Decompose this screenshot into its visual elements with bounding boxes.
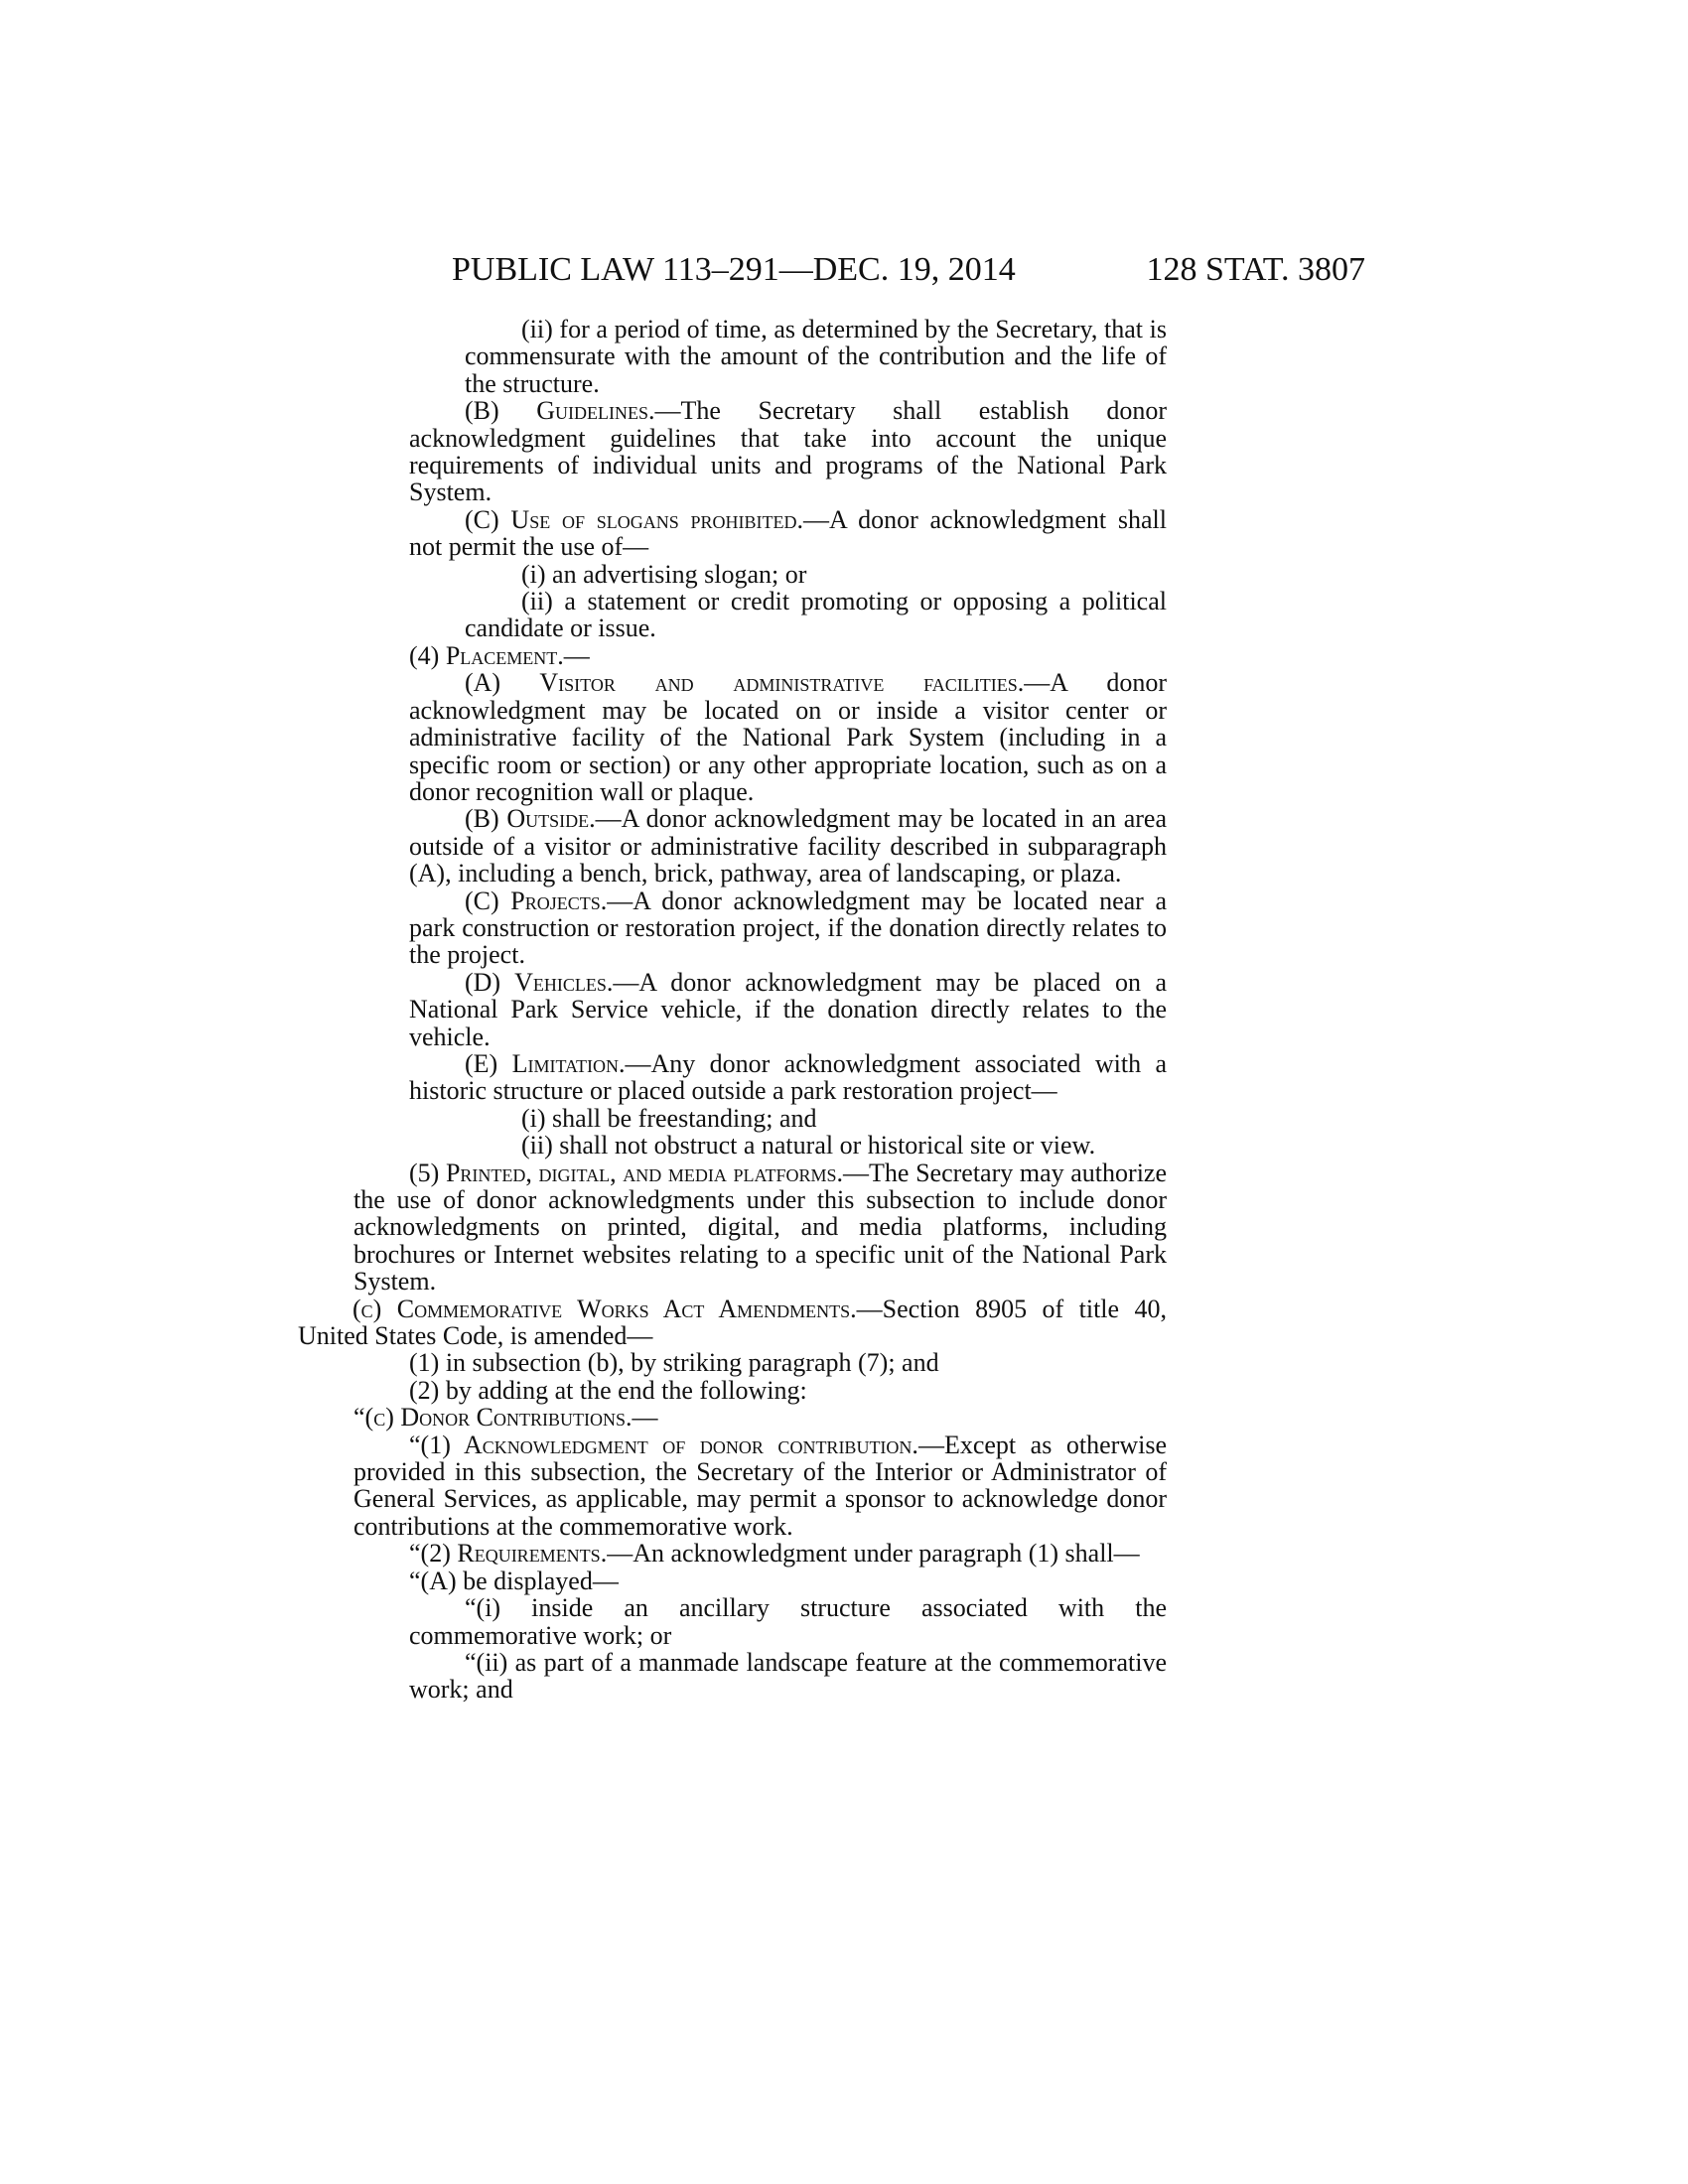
page-header: [452, 248, 1365, 292]
page-number: 128 STAT. 3807: [1146, 251, 1365, 288]
quoted-paragraph-2: “(2) Requirements.—An acknowledgment under paragraph (1) shall—: [409, 1539, 1140, 1569]
subparagraph-c-slogans: (C) Use of slogans prohibited.—A donor acknowledgment shall not permit the use of—: [409, 504, 1167, 562]
subsection-c-amendments: (c) Commemorative Works Act Amendments.—Section 8905 of title 40, United States Code, is amended—: [298, 1294, 1167, 1351]
clause-ii-obstruct: (ii) shall not obstruct a natural or historical site or view.: [521, 1131, 1096, 1160]
clause-ii-statement: (ii) a statement or credit promoting or opposing a political candidate or issue.: [465, 587, 1167, 643]
statute-body: [298, 316, 1167, 1704]
quoted-clause-i: “(i) inside an ancillary structure associated with the commemorative work; or: [409, 1593, 1167, 1650]
clause-i-freestanding: (i) shall be freestanding; and: [521, 1103, 817, 1133]
amendment-2: (2) by adding at the end the following:: [409, 1375, 807, 1405]
amendment-1: (1) in subsection (b), by striking paragraph (7); and: [409, 1348, 939, 1378]
paragraph-5-platforms: (5) Printed, digital, and media platforms.—The Secretary may authorize the use of donor acknowledgments under this subsection to include donor acknowledgments on printed, digital, and media platforms, including brochures or Internet websites relating to a specific unit of the National Park System.: [353, 1158, 1167, 1297]
quoted-clause-ii: “(ii) as part of a manmade landscape feature at the commemorative work; and: [409, 1647, 1167, 1705]
quoted-paragraph-1: “(1) Acknowledgment of donor contribution.—Except as otherwise provided in this subsection, the Secretary of the Interior or Administrator of General Services, as applicable, may permit a sponsor to acknowledge donor contributions at the commemorative work.: [353, 1430, 1167, 1541]
clause-ii-period: (ii) for a period of time, as determined by the Secretary, that is commensurate with the amount of the contribution and the life of the structure.: [465, 315, 1167, 398]
subparagraph-c-projects: (C) Projects.—A donor acknowledgment may be located near a park construction or restoration project, if the donation directly relates to the project.: [409, 886, 1167, 970]
paragraph-4-placement: (4) Placement.—: [409, 640, 590, 670]
subparagraph-e-limitation: (E) Limitation.—Any donor acknowledgment associated with a historic structure or placed outside a park restoration project—: [409, 1048, 1167, 1106]
subparagraph-a-visitor: (A) Visitor and administrative facilities.—A donor acknowledgment may be located on or inside a visitor center or administrative facility of the National Park System (including in a specific room or section) or any other appropriate location, such as on a donor recognition wall or plaque.: [409, 668, 1168, 806]
clause-i-slogan: (i) an advertising slogan; or: [521, 559, 807, 589]
quoted-subsection-c: “(c) Donor Contributions.—: [353, 1403, 658, 1433]
subparagraph-b-outside: (B) Outside.—A donor acknowledgment may be located in an area outside of a visitor or administrative facility described in subparagraph (A), including a bench, brick, pathway, area of landscaping, or plaza.: [409, 804, 1167, 888]
subparagraph-b-guidelines: (B) Guidelines.—The Secretary shall establish donor acknowledgment guidelines that take into account the unique requirements of individual units and programs of the National Park System.: [409, 396, 1167, 507]
running-head-title: PUBLIC LAW 113–291—DEC. 19, 2014: [452, 251, 1016, 288]
quoted-subparagraph-a: “(A) be displayed—: [409, 1566, 619, 1595]
subparagraph-d-vehicles: (D) Vehicles.—A donor acknowledgment may be placed on a National Park Service vehicle, if the donation directly relates to the vehicle.: [409, 967, 1167, 1051]
